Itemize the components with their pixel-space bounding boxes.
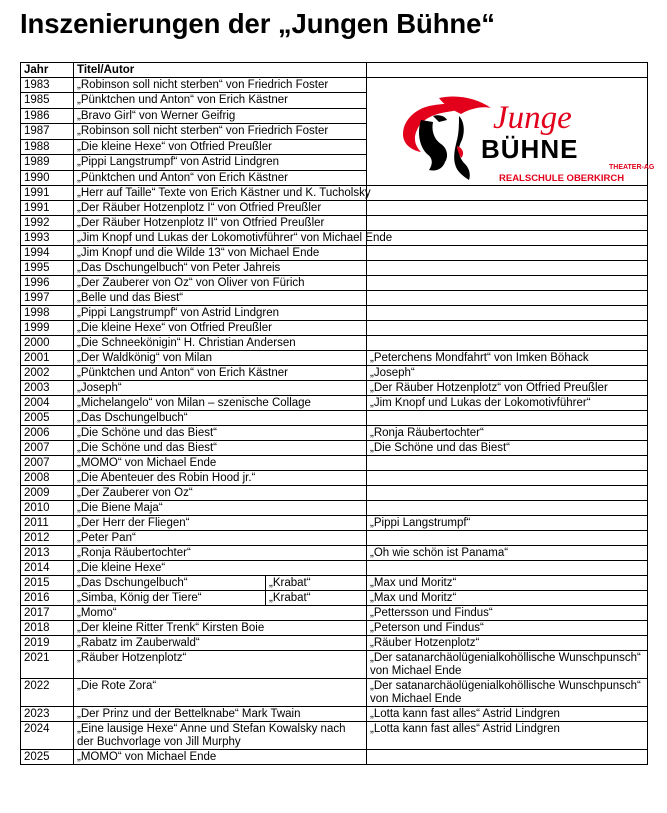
year-cell: 1991 (21, 186, 74, 201)
extra-cell (367, 186, 648, 201)
title-cell: „Herr auf Taille“ Texte von Erich Kästner und K. Tucholsky (74, 186, 367, 201)
table-row (21, 246, 648, 261)
table-row (21, 306, 648, 321)
year-cell: 2023 (21, 707, 74, 722)
table-body (21, 78, 655, 765)
table-row (21, 366, 648, 381)
year-cell: 2003 (21, 381, 74, 396)
table-row (21, 501, 648, 516)
extra-cell (367, 486, 648, 501)
year-cell: 2021 (21, 651, 74, 679)
extra-cell: „Jim Knopf und Lukas der Lokomotivführer“ (367, 396, 648, 411)
title-cell: „Robinson soll nicht sterben“ von Friedrich Foster (74, 124, 367, 139)
table-row (21, 516, 648, 531)
title-cell: „Pünktchen und Anton“ von Erich Kästner (74, 170, 367, 185)
table-row (21, 276, 648, 291)
year-cell: 2018 (21, 621, 74, 636)
title-cell: „Die Biene Maja“ (74, 501, 367, 516)
logo-cell (367, 78, 655, 186)
title-cell: „Jim Knopf und Lukas der Lokomotivführer“ von Michael Ende (74, 231, 367, 246)
title-cell: „Das Dschungelbuch“ (74, 411, 367, 426)
title-cell: „Bravo Girl“ von Werner Geifrig (74, 108, 367, 123)
extra-cell: „Der satanarchäolügenialkohöllische Wunschpunsch“ von Michael Ende (367, 679, 648, 707)
table-row (21, 336, 648, 351)
table-row (21, 381, 648, 396)
table-row (21, 456, 648, 471)
extra-cell (367, 456, 648, 471)
title-cell: „Michelangelo“ von Milan – szenische Collage (74, 396, 367, 411)
logo-buehne-text: BÜHNE (481, 134, 579, 164)
extra-cell (367, 561, 648, 576)
year-cell: 2008 (21, 471, 74, 486)
table-row (21, 606, 648, 621)
year-cell: 2013 (21, 546, 74, 561)
table-row (21, 78, 648, 93)
year-cell: 1991 (21, 201, 74, 216)
table-row (21, 351, 648, 366)
extra-cell: „Joseph“ (367, 366, 648, 381)
title-cell: „Die Schneekönigin“ H. Christian Andersen (74, 336, 367, 351)
title-cell: „Ronja Räubertochter“ (74, 546, 367, 561)
extra-header (367, 63, 648, 78)
year-cell: 1997 (21, 291, 74, 306)
table-row (21, 471, 648, 486)
year-cell: 2009 (21, 486, 74, 501)
year-cell: 2001 (21, 351, 74, 366)
extra-cell: „Pettersson und Findus“ (367, 606, 648, 621)
extra-cell (367, 501, 648, 516)
table-row (21, 201, 648, 216)
year-cell: 1998 (21, 306, 74, 321)
title-cell: „Der Herr der Fliegen“ (74, 516, 367, 531)
title-cell: „MOMO“ von Michael Ende (74, 750, 367, 765)
table-row (21, 186, 648, 201)
extra-cell (367, 531, 648, 546)
year-cell: 1994 (21, 246, 74, 261)
year-cell: 2016 (21, 591, 74, 606)
title-cell: „Die kleine Hexe“ von Otfried Preußler (74, 139, 367, 154)
title-cell: „Rabatz im Zauberwald“ (74, 636, 367, 651)
year-cell: 2011 (21, 516, 74, 531)
extra-cell (367, 276, 648, 291)
extra-cell: „Die Schöne und das Biest“ (367, 441, 648, 456)
table-row (21, 561, 648, 576)
logo-theater-ag-text: THEATER-AG (609, 164, 655, 171)
year-cell: 2025 (21, 750, 74, 765)
extra-cell (367, 261, 648, 276)
table-row (21, 216, 648, 231)
extra-cell: „Lotta kann fast alles“ Astrid Lindgren (367, 722, 648, 750)
table-row (21, 591, 648, 606)
table-row (21, 621, 648, 636)
table-row (21, 441, 648, 456)
table-row (21, 291, 648, 306)
year-cell: 1990 (21, 170, 74, 185)
table-row (21, 546, 648, 561)
year-cell: 1986 (21, 108, 74, 123)
year-cell: 2007 (21, 456, 74, 471)
table-row (21, 426, 648, 441)
productions-table (20, 62, 655, 765)
title-cell: „Jim Knopf und die Wilde 13“ von Michael Ende (74, 246, 367, 261)
year-cell: 2019 (21, 636, 74, 651)
table-row (21, 321, 648, 336)
extra-cell: „Max und Moritz“ (367, 576, 648, 591)
second-title-cell: „Krabat“ (266, 576, 367, 591)
extra-cell: „Max und Moritz“ (367, 591, 648, 606)
table-row (21, 396, 648, 411)
title-cell: „Der Prinz und der Bettelknabe“ Mark Twain (74, 707, 367, 722)
title-cell: „Das Dschungelbuch“ von Peter Jahreis (74, 261, 367, 276)
extra-cell (367, 231, 648, 246)
year-cell: 2024 (21, 722, 74, 750)
year-cell: 2014 (21, 561, 74, 576)
logo-school-text: REALSCHULE OBERKIRCH (499, 173, 625, 184)
title-cell: „Pippi Langstrumpf“ von Astrid Lindgren (74, 155, 367, 170)
table-row (21, 651, 648, 679)
extra-cell: „Pippi Langstrumpf“ (367, 516, 648, 531)
logo-junge-text: Junge (493, 100, 572, 136)
year-cell: 2007 (21, 441, 74, 456)
table-row (21, 231, 648, 246)
extra-cell (367, 471, 648, 486)
year-cell: 2010 (21, 501, 74, 516)
extra-cell (367, 216, 648, 231)
title-cell: „Simba, König der Tiere“ (74, 591, 266, 606)
year-cell: 2006 (21, 426, 74, 441)
extra-cell (367, 750, 648, 765)
title-cell: „Eine lausige Hexe“ Anne und Stefan Kowalsky nach der Buchvorlage von Jill Murphy (74, 722, 367, 750)
title-cell: „Der Räuber Hotzenplotz II“ von Otfried Preußler (74, 216, 367, 231)
table-row (21, 486, 648, 501)
table-row (21, 722, 648, 750)
year-cell: 2004 (21, 396, 74, 411)
year-cell: 1987 (21, 124, 74, 139)
title-cell: „Joseph“ (74, 381, 367, 396)
year-cell: 2015 (21, 576, 74, 591)
title-cell: „Peter Pan“ (74, 531, 367, 546)
junge-buehne-logo (399, 92, 655, 185)
table-row (21, 261, 648, 276)
title-cell: „Momo“ (74, 606, 367, 621)
title-cell: „Der Räuber Hotzenplotz I“ von Otfried Preußler (74, 201, 367, 216)
table-row (21, 750, 648, 765)
title-cell: „Der Zauberer von Oz“ von Oliver von Fürich (74, 276, 367, 291)
table-row (21, 679, 648, 707)
table-row (21, 531, 648, 546)
title-cell: „Die Rote Zora“ (74, 679, 367, 707)
header-row (21, 63, 648, 78)
year-cell: 2022 (21, 679, 74, 707)
table-row (21, 636, 648, 651)
title-cell: „Die Schöne und das Biest“ (74, 426, 367, 441)
table-row (21, 707, 648, 722)
year-cell: 2002 (21, 366, 74, 381)
title-cell: „Belle und das Biest“ (74, 291, 367, 306)
title-header: Titel/Autor (74, 63, 367, 78)
title-cell: „MOMO“ von Michael Ende (74, 456, 367, 471)
extra-cell: „Der satanarchäolügenialkohöllische Wunschpunsch“ von Michael Ende (367, 651, 648, 679)
extra-cell (367, 336, 648, 351)
year-cell: 1999 (21, 321, 74, 336)
year-cell: 1992 (21, 216, 74, 231)
extra-cell (367, 411, 648, 426)
title-cell: „Robinson soll nicht sterben“ von Friedrich Foster (74, 78, 367, 93)
title-cell: „Das Dschungelbuch“ (74, 576, 266, 591)
title-cell: „Die kleine Hexe“ (74, 561, 367, 576)
year-cell: 2005 (21, 411, 74, 426)
year-cell: 1996 (21, 276, 74, 291)
title-cell: „Der Waldkönig“ von Milan (74, 351, 367, 366)
extra-cell: „Peterson und Findus“ (367, 621, 648, 636)
page-title: Inszenierungen der „Jungen Bühne“ (20, 8, 495, 39)
year-cell: 1989 (21, 155, 74, 170)
title-cell: „Pünktchen und Anton“ von Erich Kästner (74, 366, 367, 381)
title-cell: „Räuber Hotzenplotz“ (74, 651, 367, 679)
year-header: Jahr (21, 63, 74, 78)
table-row (21, 576, 648, 591)
extra-cell (367, 321, 648, 336)
year-cell: 1995 (21, 261, 74, 276)
year-cell: 1983 (21, 78, 74, 93)
extra-cell: „Ronja Räubertochter“ (367, 426, 648, 441)
title-cell: „Pippi Langstrumpf“ von Astrid Lindgren (74, 306, 367, 321)
title-cell: „Die Abenteuer des Robin Hood jr.“ (74, 471, 367, 486)
year-cell: 2000 (21, 336, 74, 351)
extra-cell: „Räuber Hotzenplotz“ (367, 636, 648, 651)
extra-cell: „Lotta kann fast alles“ Astrid Lindgren (367, 707, 648, 722)
extra-cell: „Peterchens Mondfahrt“ von Imken Böhack (367, 351, 648, 366)
extra-cell (367, 306, 648, 321)
title-cell: „Der Zauberer von Oz“ (74, 486, 367, 501)
year-cell: 1993 (21, 231, 74, 246)
extra-cell: „Der Räuber Hotzenplotz“ von Otfried Preußler (367, 381, 648, 396)
extra-cell (367, 246, 648, 261)
second-title-cell: „Krabat“ (266, 591, 367, 606)
title-cell: „Die kleine Hexe“ von Otfried Preußler (74, 321, 367, 336)
year-cell: 1988 (21, 139, 74, 154)
year-cell: 2017 (21, 606, 74, 621)
year-cell: 2012 (21, 531, 74, 546)
extra-cell: „Oh wie schön ist Panama“ (367, 546, 648, 561)
extra-cell (367, 201, 648, 216)
year-cell: 1985 (21, 93, 74, 108)
title-cell: „Pünktchen und Anton“ von Erich Kästner (74, 93, 367, 108)
title-cell: „Der kleine Ritter Trenk“ Kirsten Boie (74, 621, 367, 636)
extra-cell (367, 291, 648, 306)
title-cell: „Die Schöne und das Biest“ (74, 441, 367, 456)
table-row (21, 411, 648, 426)
